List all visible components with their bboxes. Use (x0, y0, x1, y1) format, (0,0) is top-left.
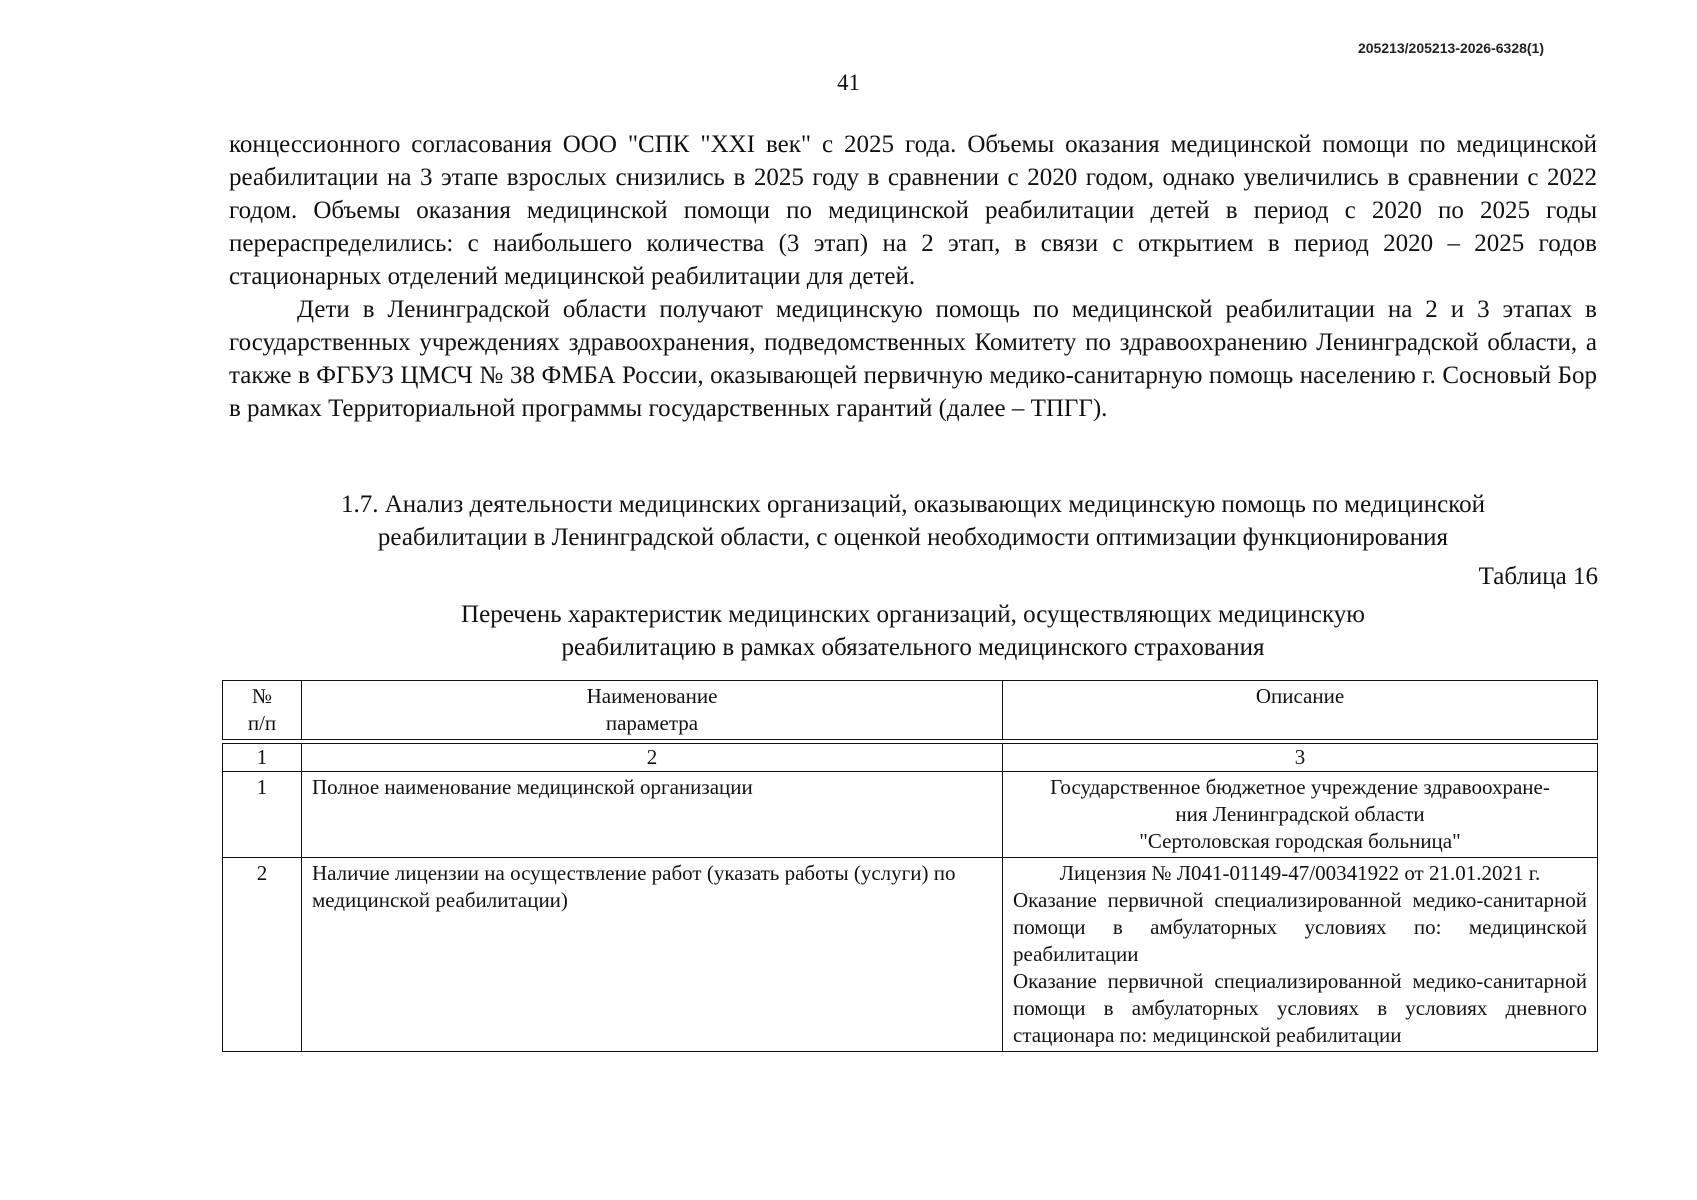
row-description (1003, 772, 1598, 858)
header-desc (1003, 681, 1598, 740)
table-row (223, 772, 1598, 858)
desc-line: Государственное бюджетное учреждение здравоохране- (1050, 775, 1550, 799)
row-description (1003, 858, 1598, 1052)
table-container (222, 680, 1598, 1052)
license-line: Лицензия № Л041-01149-47/00341922 от 21.01.2021 г. (1059, 861, 1541, 885)
numbering-cell: 1 (223, 744, 302, 772)
section-heading (229, 488, 1597, 554)
table-row (223, 858, 1598, 1052)
characteristics-table (222, 680, 1598, 1052)
service-2: Оказание первичной специализированной медико-санитарной помощи в амбулаторных условиях в условиях дневного стационара по: медицинской реабилитации (1013, 969, 1587, 1047)
desc-line: "Сертоловская городская больница" (1139, 829, 1461, 853)
column-numbering-row (223, 744, 1598, 772)
header-desc-text: Описание (1255, 684, 1345, 708)
desc-line: ния Ленинградской области (1175, 802, 1425, 826)
header-name-line1: Наименование (586, 684, 718, 708)
table-title-line2: реабилитацию в рамках обязательного медицинского страхования (561, 634, 1265, 661)
document-id: 205213/205213-2026-6328(1) (1357, 40, 1544, 56)
section-heading-line1: 1.7. Анализ деятельности медицинских организаций, оказывающих медицинскую помощь по медицинской (341, 491, 1485, 518)
paragraph-2: Дети в Ленинградской области получают медицинскую помощь по медицинской реабилитации на 2 и 3 этапах в государственных учреждениях здравоохранения, подведомственных Комитету по здравоохранению Ленинградской области, а также в ФГБУЗ ЦМСЧ № 38 ФМБА России, оказывающей первичную медико-санитарную помощь населению г. Сосновый Бор в рамках Территориальной программы государственных гарантий (далее – ТПГГ). (229, 296, 1597, 422)
paragraph-1: концессионного согласования ООО "СПК "XXI век" с 2025 года. Объемы оказания медицинской помощи по медицинской реабилитации на 3 этапе взрослых снизились в 2025 году в сравнении с 2020 годом, однако увеличились в сравнении с 2022 годом. Объемы оказания медицинской помощи по медицинской реабилитации детей в период с 2020 по 2025 годы перераспределились: с наибольшего количества (3 этап) на 2 этап, в связи с открытием в период 2020 – 2025 годов стационарных отделений медицинской реабилитации для детей. (229, 131, 1597, 290)
table-label: Таблица 16 (1478, 563, 1598, 590)
page-number: 41 (837, 70, 860, 95)
row-param-name: Наличие лицензии на осуществление работ (указать работы (услуги) по медицинской реабилитации) (302, 858, 1003, 1052)
header-num-line2: п/п (247, 711, 277, 735)
table-title (229, 598, 1597, 664)
table-header-row (223, 681, 1598, 740)
header-name (302, 681, 1003, 740)
header-name-line2: параметра (605, 711, 699, 735)
row-num: 1 (223, 772, 302, 858)
header-num (223, 681, 302, 740)
row-num: 2 (223, 858, 302, 1052)
row-param-name: Полное наименование медицинской организации (302, 772, 1003, 858)
header-num-line1: № (251, 684, 273, 708)
numbering-cell: 2 (302, 744, 1003, 772)
body-text (229, 128, 1597, 425)
service-1: Оказание первичной специализированной медико-санитарной помощи в амбулаторных условиях по: медицинской реабилитации (1013, 888, 1587, 966)
section-heading-line2: реабилитации в Ленинградской области, с оценкой необходимости оптимизации функционирования (377, 524, 1449, 551)
table-title-line1: Перечень характеристик медицинских организаций, осуществляющих медицинскую (461, 601, 1365, 628)
numbering-cell: 3 (1003, 744, 1598, 772)
